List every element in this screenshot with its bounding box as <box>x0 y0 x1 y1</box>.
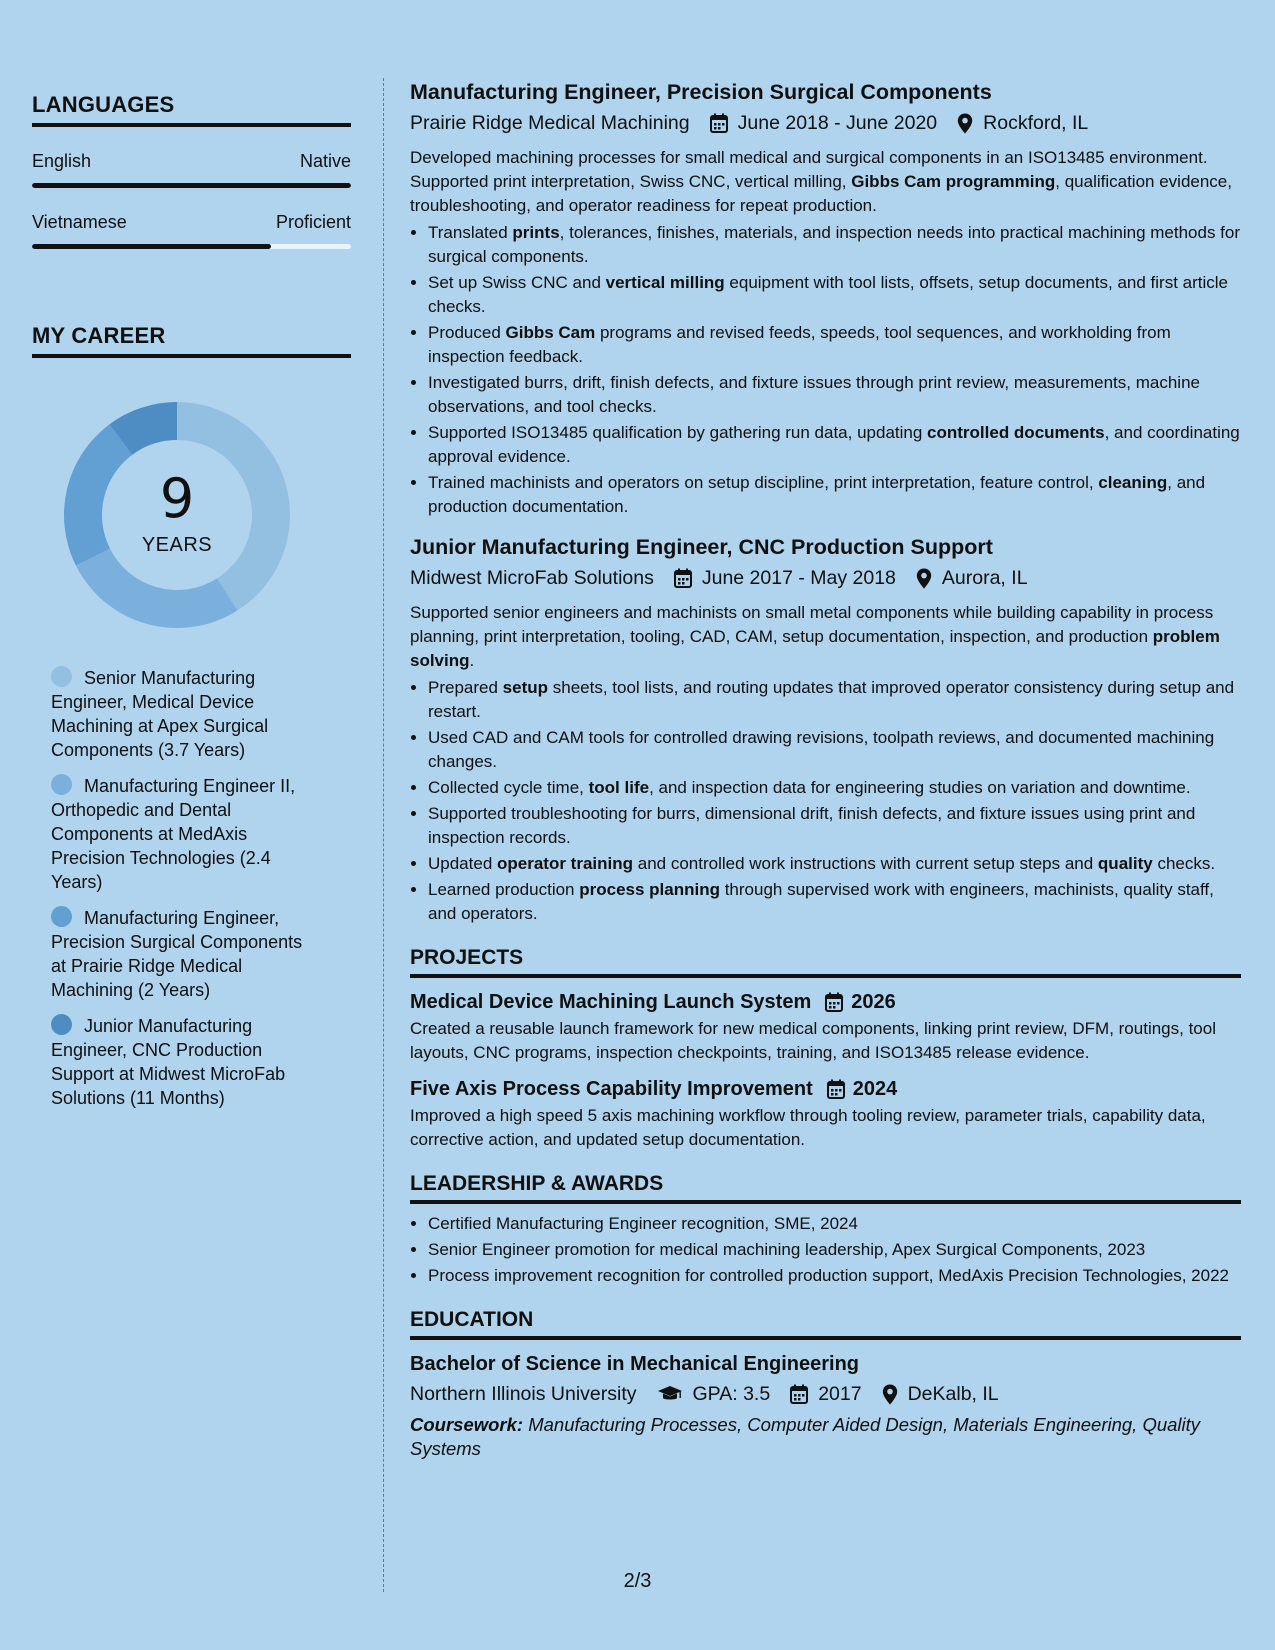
job-bullet: • Investigated burrs, drift, finish defects, and fixture issues through print review, measurements, machine observations, and tool checks. <box>428 371 1241 419</box>
award-item: • Senior Engineer promotion for medical machining leadership, Apex Surgical Components, 2023 <box>428 1238 1241 1262</box>
page-number: 2/3 <box>623 1570 652 1592</box>
job-bullet: • Translated prints, tolerances, finishes, materials, and inspection needs into practical machining methods for surgical components. <box>428 221 1241 269</box>
coursework-list: Manufacturing Processes, Computer Aided Design, Materials Engineering, Quality Systems <box>410 1414 1201 1459</box>
job-meta <box>410 565 1241 591</box>
job-bullet: • Collected cycle time, tool life, and inspection data for engineering studies on variation and downtime. <box>428 776 1241 800</box>
sidebar <box>32 92 351 1122</box>
calendar-icon <box>790 1384 808 1404</box>
project-title-row <box>410 1076 1241 1102</box>
awards-list <box>410 1212 1241 1288</box>
language-item <box>32 151 351 188</box>
map-pin-icon <box>916 568 932 589</box>
project-description: Improved a high speed 5 axis machining workflow through tooling review, parameter trials, capability data, corrective action, and updated setup documentation. <box>410 1106 1206 1149</box>
career-total-unit: YEARS <box>141 534 213 556</box>
education-school: Northern Illinois University <box>410 1383 637 1405</box>
award-item: • Certified Manufacturing Engineer recognition, SME, 2024 <box>428 1212 1241 1236</box>
legend-dot <box>51 666 72 687</box>
project-item <box>410 1076 1241 1152</box>
education-degree: Bachelor of Science in Mechanical Engineering <box>410 1353 860 1375</box>
calendar-icon <box>710 113 728 133</box>
education-gpa: GPA: 3.5 <box>692 1383 771 1405</box>
legend-dot <box>51 1014 72 1035</box>
education-year: 2017 <box>818 1383 862 1405</box>
legend-dot <box>51 774 72 795</box>
language-level: Native <box>299 151 351 171</box>
legend-item <box>51 774 321 894</box>
legend-label: Senior Manufacturing Engineer, Medical Device Machining at Apex Surgical Components (3.7 Years) <box>51 668 269 760</box>
legend-dot <box>51 906 72 927</box>
job-bullet: • Set up Swiss CNC and vertical milling equipment with tool lists, offsets, setup documents, and first article checks. <box>428 271 1241 319</box>
job-bullet: • Used CAD and CAM tools for controlled drawing revisions, toolpath reviews, and documented machining changes. <box>428 726 1241 774</box>
project-year: 2024 <box>852 1078 898 1100</box>
language-bar-fill <box>32 244 271 249</box>
calendar-icon <box>674 568 692 588</box>
languages-heading: LANGUAGES <box>32 92 351 127</box>
education-heading: EDUCATION <box>410 1308 1241 1340</box>
projects-heading: PROJECTS <box>410 946 1241 978</box>
legend-label: Manufacturing Engineer, Precision Surgical Components at Prairie Ridge Medical Machining (2 Years) <box>51 908 303 1000</box>
language-item <box>32 212 351 249</box>
language-level: Proficient <box>275 212 351 232</box>
legend-item <box>51 666 321 762</box>
awards-heading: LEADERSHIP & AWARDS <box>410 1172 1241 1204</box>
project-description: Created a reusable launch framework for new medical components, linking print review, DFM, routings, tool layouts, CNC programs, inspection checkpoints, training, and ISO13485 release evidence. <box>410 1019 1216 1062</box>
main-content <box>410 78 1241 1461</box>
job-company: Prairie Ridge Medical Machining <box>410 112 690 134</box>
language-bar-fill <box>32 183 351 188</box>
job-summary: Developed machining processes for small medical and surgical components in an ISO13485 environment. Supported print interpretation, Swiss CNC, vertical milling, Gibbs Cam programming, qualification evidence, troubleshooting, and operator readiness for repeat production. <box>410 148 1232 215</box>
job-entry <box>410 533 1241 926</box>
career-total-number: 9 <box>159 467 195 530</box>
map-pin-icon <box>882 1384 898 1405</box>
job-bullet: • Supported troubleshooting for burrs, dimensional drift, finish defects, and fixture issues using print and inspection records. <box>428 802 1241 850</box>
legend-label: Manufacturing Engineer II, Orthopedic and Dental Components at MedAxis Precision Technologies (2.4 Years) <box>51 776 296 892</box>
map-pin-icon <box>957 113 973 134</box>
job-company: Midwest MicroFab Solutions <box>410 567 654 589</box>
language-list <box>32 151 351 249</box>
legend-item <box>51 1014 321 1110</box>
calendar-icon <box>827 1079 845 1099</box>
coursework-label: Coursework: <box>410 1414 524 1435</box>
legend-item <box>51 906 321 1002</box>
graduation-cap-icon <box>657 1385 683 1403</box>
language-name: Vietnamese <box>32 212 127 232</box>
job-location: Rockford, IL <box>983 112 1089 134</box>
job-summary: Supported senior engineers and machinists on small metal components while building capability in process planning, print interpretation, tooling, CAD, CAM, setup documentation, inspection, and production problem solving. <box>410 603 1220 670</box>
education-meta <box>410 1381 1241 1407</box>
job-entry <box>410 78 1241 519</box>
award-item: • Process improvement recognition for controlled production support, MedAxis Precision Technologies, 2022 <box>428 1264 1241 1288</box>
career-legend <box>32 666 321 1110</box>
legend-label: Junior Manufacturing Engineer, CNC Production Support at Midwest MicroFab Solutions (11 Months) <box>51 1016 286 1108</box>
project-name: Five Axis Process Capability Improvement <box>410 1078 813 1100</box>
job-bullet: • Trained machinists and operators on setup discipline, print interpretation, feature control, cleaning, and production documentation. <box>428 471 1241 519</box>
calendar-icon <box>825 992 843 1012</box>
job-title: Junior Manufacturing Engineer, CNC Production Support <box>410 535 993 559</box>
job-meta <box>410 110 1241 136</box>
job-dates: June 2017 - May 2018 <box>701 567 896 589</box>
donut-center <box>62 467 292 557</box>
job-bullets <box>410 676 1241 926</box>
language-bar <box>32 244 351 249</box>
project-name: Medical Device Machining Launch System <box>410 991 812 1013</box>
job-title: Manufacturing Engineer, Precision Surgical Components <box>410 80 992 104</box>
job-dates: June 2018 - June 2020 <box>737 112 938 134</box>
education-coursework <box>410 1413 1241 1461</box>
column-divider <box>383 78 384 1592</box>
job-bullet: • Updated operator training and controlled work instructions with current setup steps and quality checks. <box>428 852 1241 876</box>
job-bullet: • Prepared setup sheets, tool lists, and routing updates that improved operator consistency during setup and restart. <box>428 676 1241 724</box>
project-item <box>410 989 1241 1065</box>
language-bar <box>32 183 351 188</box>
job-bullet: • Supported ISO13485 qualification by gathering run data, updating controlled documents, and coordinating approval evidence. <box>428 421 1241 469</box>
career-donut <box>62 400 292 630</box>
job-bullet: • Learned production process planning through supervised work with engineers, machinists, quality staff, and operators. <box>428 878 1241 926</box>
job-location: Aurora, IL <box>941 567 1028 589</box>
project-title-row <box>410 989 1241 1015</box>
donut-segment-2 <box>76 549 238 628</box>
job-bullets <box>410 221 1241 519</box>
job-bullet: • Produced Gibbs Cam programs and revised feeds, speeds, tool sequences, and workholding from inspection feedback. <box>428 321 1241 369</box>
career-heading: MY CAREER <box>32 323 351 358</box>
project-year: 2026 <box>851 991 896 1013</box>
education-location: DeKalb, IL <box>907 1383 999 1405</box>
language-name: English <box>32 151 92 171</box>
